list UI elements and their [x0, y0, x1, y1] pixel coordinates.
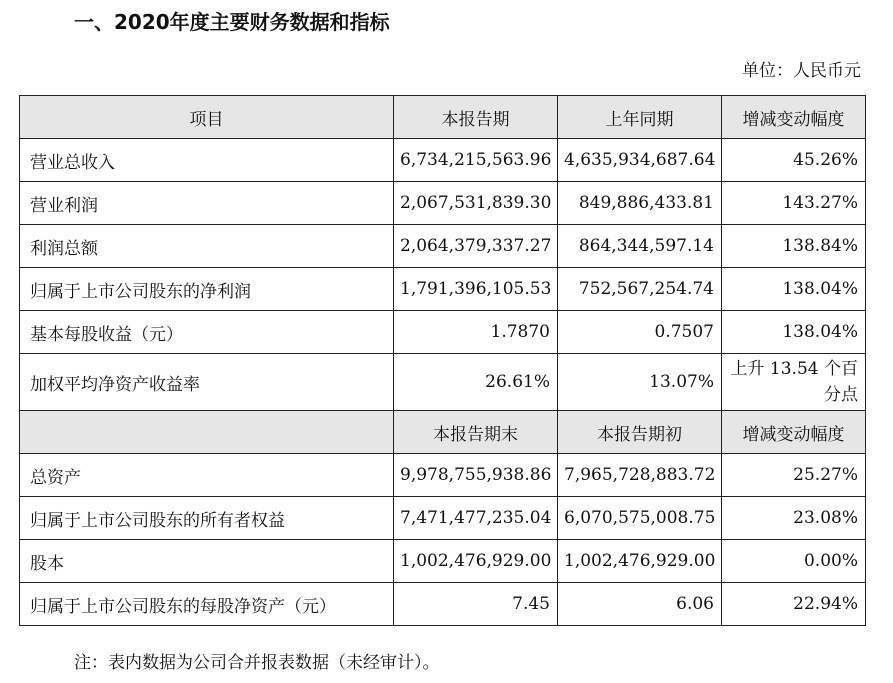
table-header-row [20, 96, 866, 139]
change-value: 上升 13.54 个百分点 [722, 354, 866, 411]
current-value: 2,064,379,337.27 [394, 225, 558, 268]
subheader-period-start: 本报告期初 [558, 411, 722, 454]
change-value: 138.84% [722, 225, 866, 268]
row-label: 归属于上市公司股东的净利润 [20, 268, 394, 311]
current-value: 26.61% [394, 354, 558, 411]
table-row [20, 497, 866, 540]
period-end-value: 7.45 [394, 583, 558, 626]
prior-value: 752,567,254.74 [558, 268, 722, 311]
change-value: 0.00% [722, 540, 866, 583]
row-label: 归属于上市公司股东的所有者权益 [20, 497, 394, 540]
row-label: 基本每股收益（元） [20, 311, 394, 354]
period-start-value: 6.06 [558, 583, 722, 626]
subheader-change: 增减变动幅度 [722, 411, 866, 454]
subheader-period-end: 本报告期末 [394, 411, 558, 454]
change-value: 138.04% [722, 268, 866, 311]
current-value: 1.7870 [394, 311, 558, 354]
period-end-value: 1,002,476,929.00 [394, 540, 558, 583]
table-row [20, 225, 866, 268]
row-label: 营业利润 [20, 182, 394, 225]
period-end-value: 9,978,755,938.86 [394, 454, 558, 497]
table-row [20, 311, 866, 354]
change-value: 45.26% [722, 139, 866, 182]
prior-value: 13.07% [558, 354, 722, 411]
prior-value: 4,635,934,687.64 [558, 139, 722, 182]
table-row [20, 268, 866, 311]
change-value: 23.08% [722, 497, 866, 540]
subheader-item [20, 411, 394, 454]
prior-value: 0.7507 [558, 311, 722, 354]
header-prior-period: 上年同期 [558, 96, 722, 139]
current-value: 6,734,215,563.96 [394, 139, 558, 182]
period-start-value: 7,965,728,883.72 [558, 454, 722, 497]
table-row [20, 540, 866, 583]
table-row [20, 354, 866, 411]
table-row [20, 454, 866, 497]
document-title: 一、2020年度主要财务数据和指标 [74, 10, 390, 34]
change-value: 138.04% [722, 311, 866, 354]
change-value: 143.27% [722, 182, 866, 225]
row-label: 股本 [20, 540, 394, 583]
period-end-value: 7,471,477,235.04 [394, 497, 558, 540]
header-item: 项目 [20, 96, 394, 139]
row-label: 营业总收入 [20, 139, 394, 182]
row-label: 归属于上市公司股东的每股净资产（元） [20, 583, 394, 626]
table-row [20, 182, 866, 225]
change-value: 22.94% [722, 583, 866, 626]
row-label: 利润总额 [20, 225, 394, 268]
prior-value: 864,344,597.14 [558, 225, 722, 268]
period-start-value: 6,070,575,008.75 [558, 497, 722, 540]
row-label: 加权平均净资产收益率 [20, 354, 394, 411]
row-label: 总资产 [20, 454, 394, 497]
table-subheader-row [20, 411, 866, 454]
financial-data-table [19, 95, 866, 626]
period-start-value: 1,002,476,929.00 [558, 540, 722, 583]
currency-unit: 单位：人民币元 [742, 61, 861, 81]
prior-value: 849,886,433.81 [558, 182, 722, 225]
change-value: 25.27% [722, 454, 866, 497]
header-change: 增减变动幅度 [722, 96, 866, 139]
current-value: 1,791,396,105.53 [394, 268, 558, 311]
current-value: 2,067,531,839.30 [394, 182, 558, 225]
table-row [20, 583, 866, 626]
table-footnote: 注：表内数据为公司合并报表数据（未经审计）。 [74, 653, 440, 673]
header-current-period: 本报告期 [394, 96, 558, 139]
table-row [20, 139, 866, 182]
